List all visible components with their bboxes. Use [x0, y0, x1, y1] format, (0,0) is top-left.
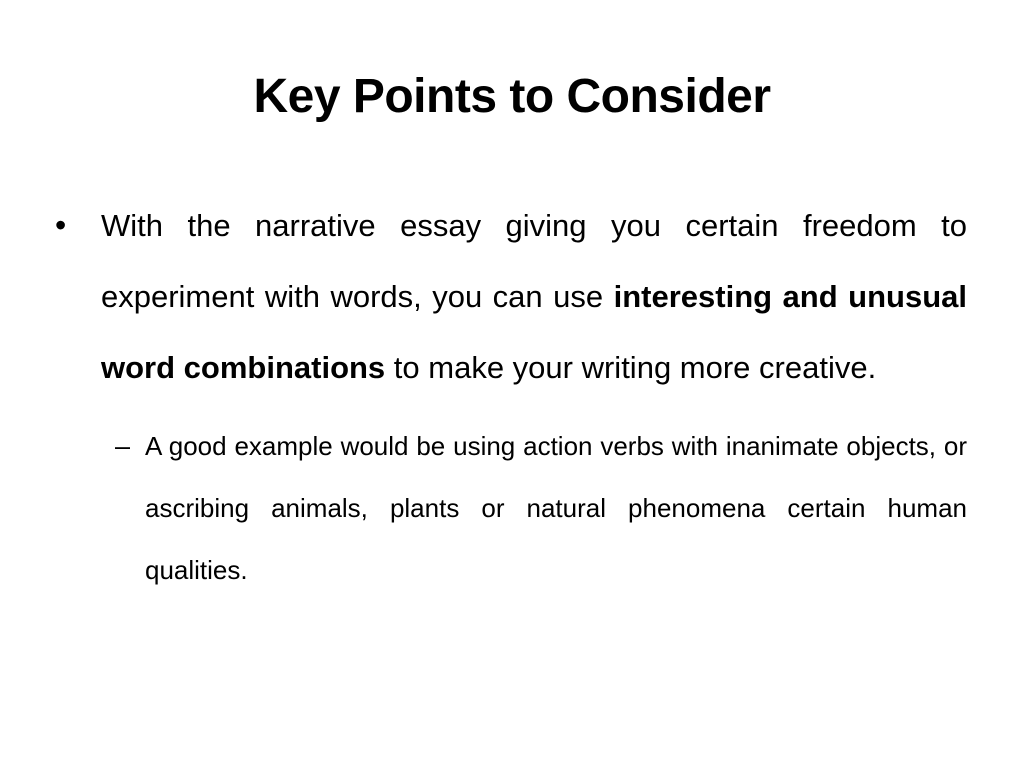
bullet-list: [55, 190, 967, 601]
bullet-text-emphasis: interesting and unusual word combinations: [101, 279, 967, 385]
sub-bullet-text: A good example would be using action verbs with inanimate objects, or ascribing animals, plants or natural phenomena certain human qualities.: [145, 431, 967, 585]
sub-bullet-item: [101, 415, 967, 601]
bullet-text-start: With the narrative essay giving you certain freedom to experiment with words, you can use: [101, 208, 967, 314]
bullet-text-end: to make your writing more creative.: [385, 350, 877, 385]
bullet-text: [101, 190, 967, 403]
bullet-marker: •: [55, 207, 67, 243]
sub-bullet-marker: –: [115, 431, 131, 461]
slide-title: Key Points to Consider: [253, 70, 771, 123]
sub-bullet-list: [101, 415, 967, 601]
bullet-item: [55, 190, 967, 601]
